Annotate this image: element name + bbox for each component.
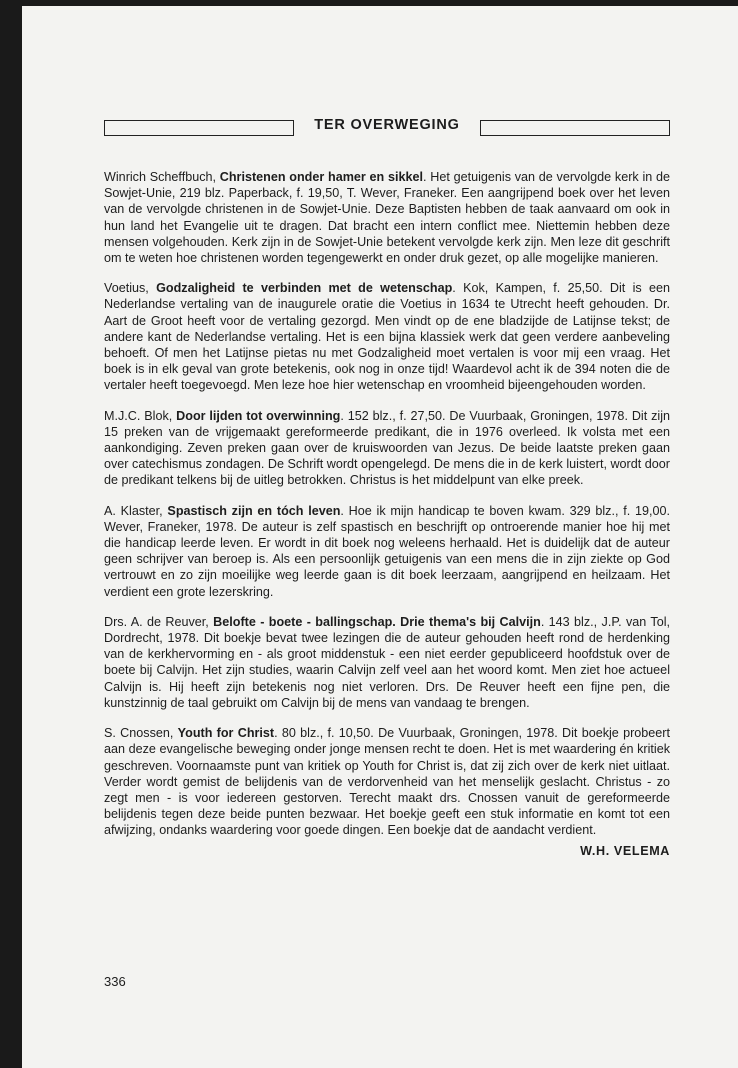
header-rule-left xyxy=(104,120,294,136)
review-text: . 80 blz., f. 10,50. De Vuurbaak, Groningen, 1978. Dit boekje probeert aan deze evangelische beweging onder jonge mensen recht te doen. Het is met waardering én kritiek geschreven. Voornaamste punt van kritiek op Youth for Christ is, dat zij zich over de kerk niet uitlaat. Verder wordt gemist de belijdenis van de verdorvenheid van het menselijk geslacht. Christus - zo zegt men - is voor iedereen gestorven. Terecht maakt drs. Cnossen vanuit de gereformeerde belijdenis tegen deze beide punten bezwaar. Het boekje geeft een stuk informatie en komt tot een afwijzing, ondanks waardering voor goede dingen. Een boekje dat de aandacht verdient. xyxy=(104,726,670,838)
review-text: . 143 blz., J.P. van Tol, Dordrecht, 1978. Dit boekje bevat twee lezingen die de auteur gehouden heeft rond de herdenking van de kerkhervorming en - als groot middenstuk - een niet eerder gepubliceerd hoofdstuk over de boete bij Calvijn. Het zijn studies, waarin Calvijn zelf veel aan het woord komt. Men ziet hoe actueel Calvijn is. Hij heeft zijn betekenis nog niet verloren. Drs. De Reuver heeft een fijne pen, die kunstzinnig de taal gebruikt om Calvijn bij de mens van vandaag te brengen. xyxy=(104,614,670,710)
page-number: 336 xyxy=(104,974,126,989)
review-text: . Hoe ik mijn handicap te boven kwam. 329 blz., f. 19,00. Wever, Franeker, 1978. De auteur is zelf spastisch en beschrijft op ontroerende manier hoe hij met die handicap leerde leven. Er wordt in dit boek nog weleens herhaald. Het is duidelijk dat de auteur geen schrijver van beroep is. Als een persoonlijk getuigenis van een mens die in zijn ziekte op God vertrouwt en zo zijn moeilijke weg leerde gaan is dit boek leerzaam, aangrijpend en heilzaam. Het verdient een grote lezerskring. xyxy=(104,503,670,599)
review-author: S. Cnossen, xyxy=(104,726,178,741)
review-text: . Het getuigenis van de vervolgde kerk in de Sowjet-Unie, 219 blz. Paperback, f. 19,50, T. Wever, Franeker. Een aangrijpend boek over het leven van de vervolgde christenen in de Sowjet-Unie. Deze Baptisten hebben de taak aanvaard om ook in hun land het Evangelie uit te dragen. Dat bracht een intern conflict mee. Niettemin hebben deze mensen volgehouden. Kerk zijn in de Sowjet-Unie betekent vervolgde kerk zijn. Men leze dit geschrift om te weten hoe christenen worden tegengewerkt en onder druk gezet, op alle mogelijke manieren. xyxy=(104,170,670,266)
header-rule-right xyxy=(480,120,670,136)
review-title: Godzaligheid te verbinden met de wetenschap xyxy=(156,281,453,296)
review-paragraph xyxy=(104,725,670,838)
review-paragraph xyxy=(104,169,670,266)
review-text: . Kok, Kampen, f. 25,50. Dit is een Nederlandse vertaling van de inaugurele oratie die Voetius in 1634 te Utrecht heeft gehouden. Dr. Aart de Groot heeft voor de vertaling gezorgd. Men vindt op de ene bladzijde de Latijnse tekst; de andere kant de Nederlandse vertaling. Het is een bijna klassiek werk dat geen verdere aanbeveling behoeft. Of men het Latijnse pietas nu met Godzaligheid moet vertalen is voor mij een vraag. Het boek is in elk geval van grote betekenis, ook nog in onze tijd! Waardevol acht ik de 394 noten die de vertaler heeft toegevoegd. Men leze hoe hier wetenschap en vroomheid bijeengehouden worden. xyxy=(104,281,671,393)
section-header xyxy=(104,116,670,140)
review-paragraph xyxy=(104,503,670,600)
review-paragraph xyxy=(104,614,670,711)
review-title: Door lijden tot overwinning xyxy=(176,408,341,423)
section-title: TER OVERWEGING xyxy=(314,117,460,133)
review-paragraph xyxy=(104,408,670,489)
page xyxy=(22,6,738,1068)
review-author: Voetius, xyxy=(104,281,157,296)
review-paragraph xyxy=(104,280,670,393)
review-title: Youth for Christ xyxy=(177,726,275,741)
review-author: Drs. A. de Reuver, xyxy=(104,614,214,629)
review-author: M.J.C. Blok, xyxy=(104,408,177,423)
review-text: . 152 blz., f. 27,50. De Vuurbaak, Groningen, 1978. Dit zijn 15 preken van de vrijgemaakt gereformeerde predikant, die in 1976 overleed. Ik volsta met een aankondiging. Zeven preken gaan over de kruiswoorden van Jezus. De beide laatste preken gaan over catechismus zondagen. De Schrift wordt opengelegd. De mens die in de kerk luistert, wordt door de predikant telkens bij de uitleg betrokken. Christus is het middelpunt van elke preek. xyxy=(104,408,671,488)
review-author: Winrich Scheffbuch, xyxy=(104,170,220,184)
author-signature: W.H. VELEMA xyxy=(580,843,670,858)
review-title: Christenen onder hamer en sikkel xyxy=(219,170,424,184)
review-title: Spastisch zijn en tóch leven xyxy=(167,503,341,518)
article-body xyxy=(104,169,670,859)
review-title: Belofte - boete - ballingschap. Drie thema's bij Calvijn xyxy=(213,614,541,629)
review-author: A. Klaster, xyxy=(104,503,168,518)
